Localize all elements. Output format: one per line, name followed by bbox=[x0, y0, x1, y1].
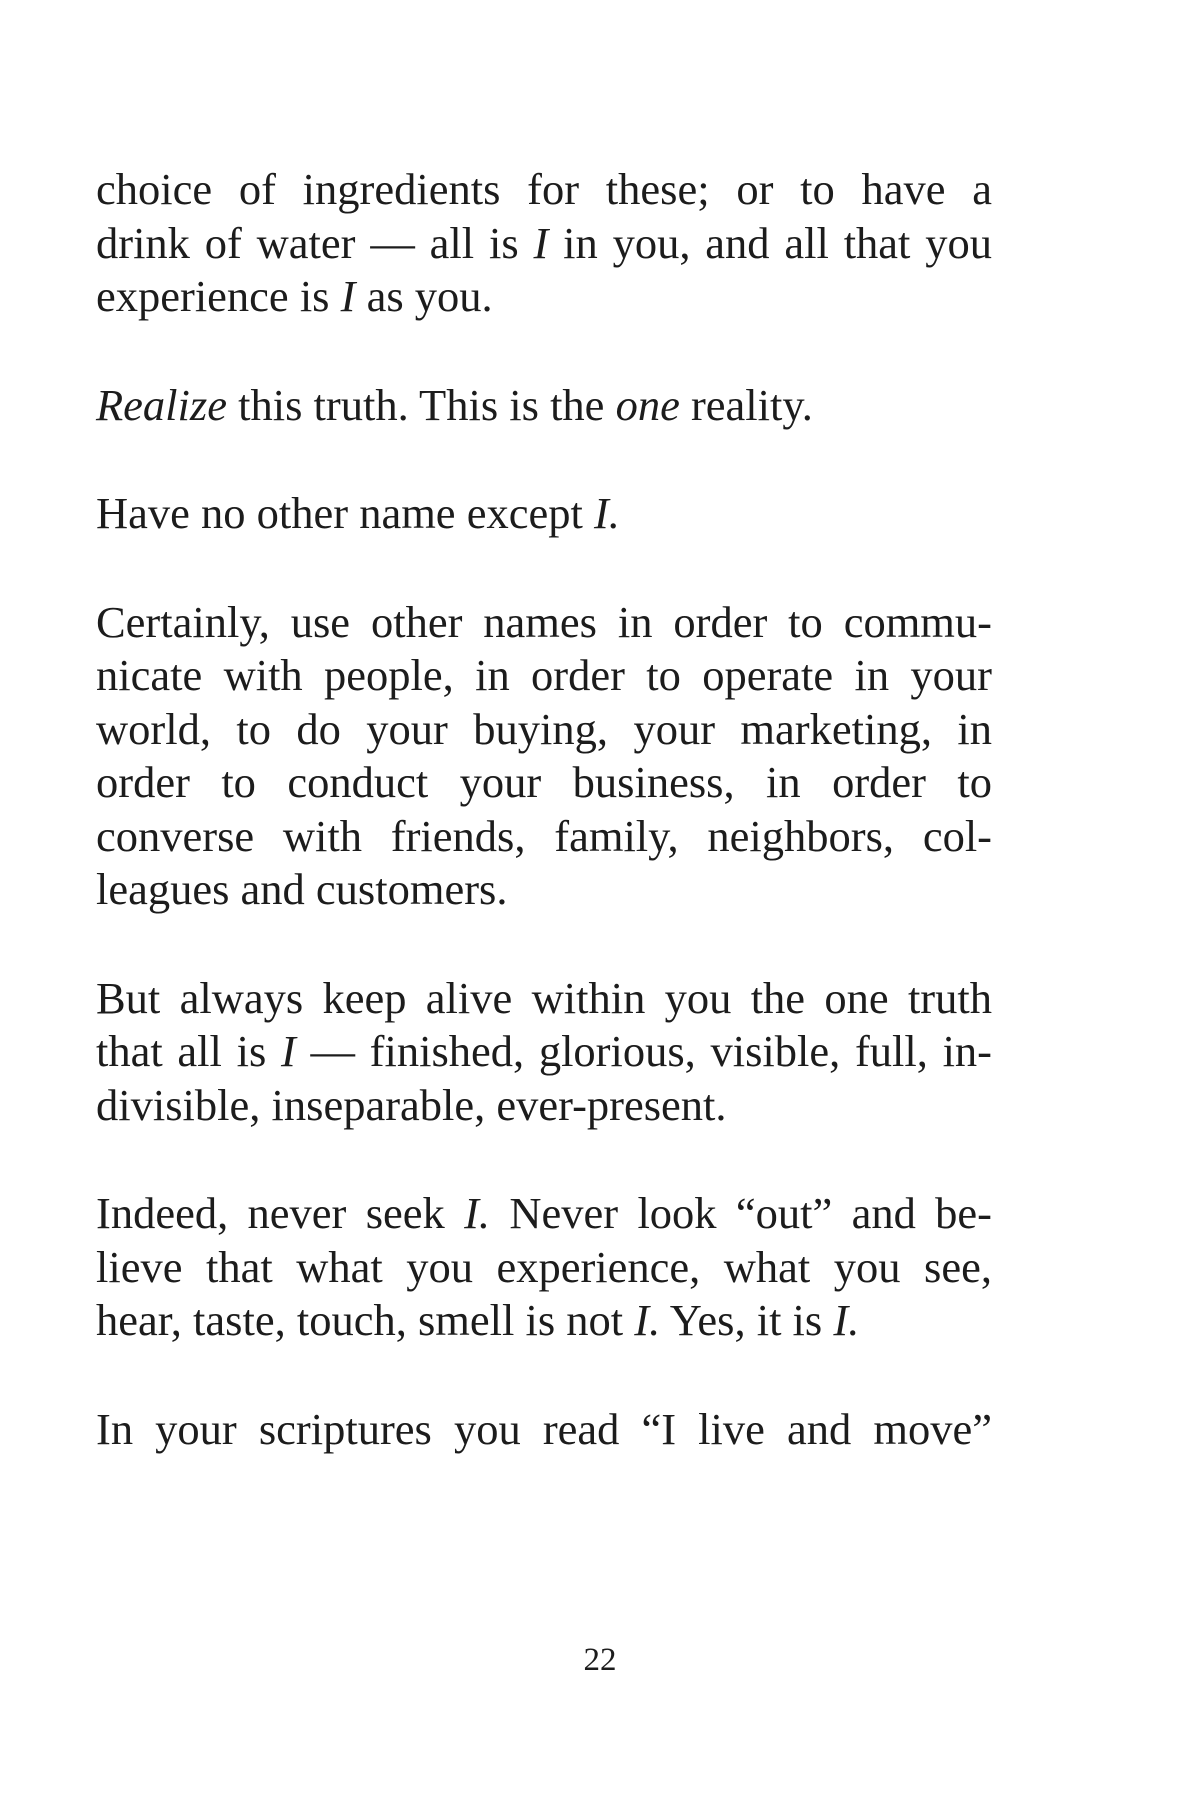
text-line bbox=[96, 487, 992, 541]
text-run: in you, and all that you bbox=[548, 217, 993, 268]
paragraph bbox=[96, 1187, 992, 1348]
text-run: Yes, it is bbox=[660, 1295, 834, 1345]
text-line bbox=[96, 379, 992, 433]
italic-text: I. bbox=[833, 1295, 860, 1345]
text-line bbox=[96, 810, 992, 864]
text-run: converse with friends, family, neighbors, col- bbox=[96, 810, 992, 861]
text-run: But always keep alive within you the one truth bbox=[96, 972, 992, 1023]
italic-text: I. bbox=[464, 1188, 491, 1238]
italic-text: I bbox=[533, 217, 549, 268]
italic-text: I. bbox=[634, 1295, 661, 1345]
text-line bbox=[96, 649, 992, 703]
text-run: order to conduct your business, in order to bbox=[96, 757, 992, 807]
body-text bbox=[96, 163, 992, 1511]
text-line bbox=[96, 1403, 992, 1457]
text-run: that all is bbox=[96, 1026, 281, 1076]
paragraph bbox=[96, 163, 992, 324]
text-run: experience is bbox=[96, 271, 341, 321]
text-line bbox=[96, 703, 992, 757]
text-line bbox=[96, 596, 992, 650]
paragraph bbox=[96, 487, 992, 541]
text-line bbox=[96, 972, 992, 1026]
text-run: lieve that what you experience, what you see, bbox=[96, 1241, 992, 1292]
paragraph bbox=[96, 379, 992, 433]
text-line bbox=[96, 163, 992, 217]
text-line bbox=[96, 270, 992, 324]
paragraph bbox=[96, 972, 992, 1133]
text-line bbox=[96, 1294, 992, 1348]
text-run: — finished, glorious, visible, full, in- bbox=[295, 1026, 993, 1076]
italic-text: I bbox=[340, 271, 356, 321]
text-run: Never look “out” and be- bbox=[490, 1188, 993, 1238]
text-line bbox=[96, 1025, 992, 1079]
text-run: drink of water — all is bbox=[96, 217, 534, 268]
text-run: this truth. This is the bbox=[226, 379, 616, 430]
paragraph bbox=[96, 596, 992, 917]
text-run: choice of ingredients for these; or to have a bbox=[96, 164, 992, 214]
text-run: as you. bbox=[355, 271, 493, 321]
paragraph bbox=[96, 1403, 992, 1457]
text-run: world, to do your buying, your marketing, in bbox=[96, 703, 992, 754]
text-line bbox=[96, 1187, 992, 1241]
text-line bbox=[96, 1079, 992, 1133]
text-run: Certainly, use other names in order to commu- bbox=[96, 596, 992, 647]
italic-text: one bbox=[615, 379, 680, 430]
page-number: 22 bbox=[583, 1642, 617, 1678]
text-line bbox=[96, 217, 992, 271]
text-run: reality. bbox=[679, 379, 813, 430]
text-run: Have no other name except bbox=[96, 488, 594, 538]
text-run: hear, taste, touch, smell is not bbox=[96, 1295, 635, 1345]
text-run: leagues and customers. bbox=[96, 864, 508, 914]
text-line bbox=[96, 1241, 992, 1295]
text-line bbox=[96, 756, 992, 810]
italic-text: I. bbox=[593, 488, 620, 538]
text-run: Indeed, never seek bbox=[96, 1188, 465, 1238]
text-run: divisible, inseparable, ever-present. bbox=[96, 1079, 727, 1130]
italic-text: Realize bbox=[96, 379, 227, 430]
italic-text: I bbox=[280, 1026, 296, 1076]
text-run: In your scriptures you read “I live and move” bbox=[96, 1403, 992, 1454]
text-run: nicate with people, in order to operate in your bbox=[96, 650, 992, 700]
text-line bbox=[96, 863, 992, 917]
